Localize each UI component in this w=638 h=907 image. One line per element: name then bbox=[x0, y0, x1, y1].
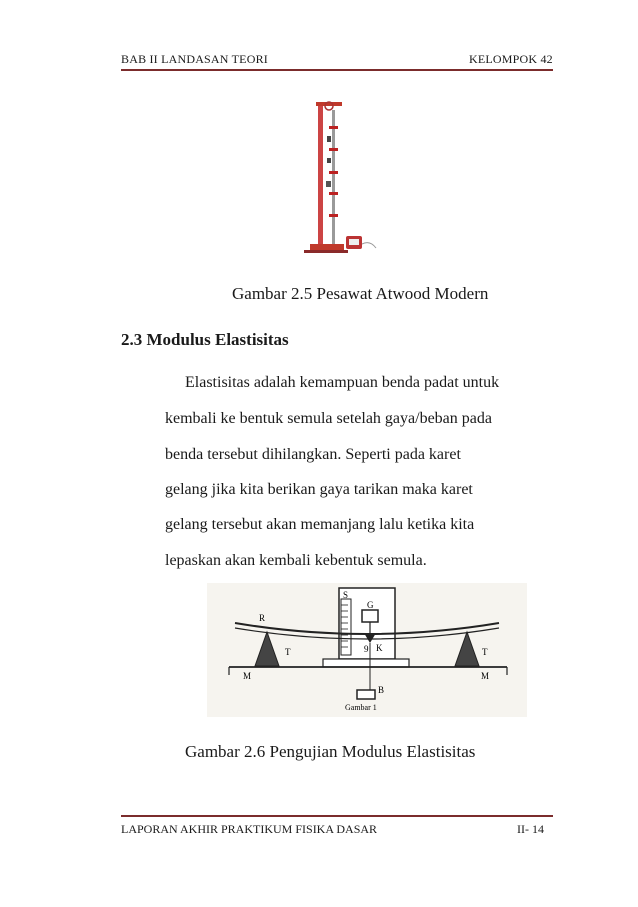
platform bbox=[323, 659, 409, 667]
paragraph-line-3: benda tersebut dihilangkan. Seperti pada karet bbox=[165, 446, 461, 463]
header-left: BAB II LANDASAN TEORI bbox=[121, 52, 268, 66]
footer-left: LAPORAN AKHIR PRAKTIKUM FISIKA DASAR bbox=[121, 822, 378, 836]
paragraph-line-1: Elastisitas adalah kemampuan benda padat untuk bbox=[185, 374, 500, 391]
header-rule bbox=[121, 69, 553, 71]
label-t-left: T bbox=[285, 647, 291, 657]
footer-rule bbox=[121, 815, 553, 817]
atwood-machine-figure bbox=[288, 96, 382, 264]
label-t-right: T bbox=[482, 647, 488, 657]
ruler bbox=[341, 599, 351, 655]
figure-2-5-caption: Gambar 2.5 Pesawat Atwood Modern bbox=[232, 284, 489, 303]
main-pole bbox=[318, 106, 323, 246]
label-m-right: M bbox=[481, 671, 490, 681]
section-title: 2.3 Modulus Elastisitas bbox=[121, 330, 289, 349]
mirror-box-g bbox=[362, 610, 378, 622]
label-m-left: M bbox=[243, 671, 252, 681]
label-r: R bbox=[259, 613, 266, 623]
label-b: B bbox=[378, 685, 385, 695]
base bbox=[310, 244, 344, 250]
label-s: S bbox=[343, 590, 349, 600]
svg-text:9: 9 bbox=[364, 644, 369, 654]
inner-caption: Gambar 1 bbox=[345, 703, 377, 712]
paragraph-line-5: gelang tersebut akan memanjang lalu ketika kita bbox=[165, 516, 475, 533]
label-g: G bbox=[367, 600, 374, 610]
label-k: K bbox=[376, 643, 383, 653]
paragraph-line-2: kembali ke bentuk semula setelah gaya/beban pada bbox=[165, 410, 492, 427]
elasticity-test-figure bbox=[207, 583, 527, 717]
paragraph-line-4: gelang jika kita berikan gaya tarikan maka karet bbox=[165, 481, 473, 498]
footer-right: II- 14 bbox=[517, 822, 544, 836]
scale-pole bbox=[332, 110, 335, 245]
weight-b bbox=[357, 690, 375, 699]
figure-2-6-caption: Gambar 2.6 Pengujian Modulus Elastisitas bbox=[185, 742, 476, 761]
paragraph-line-6: lepaskan akan kembali kebentuk semula. bbox=[165, 552, 427, 569]
header-right: KELOMPOK 42 bbox=[469, 52, 553, 66]
